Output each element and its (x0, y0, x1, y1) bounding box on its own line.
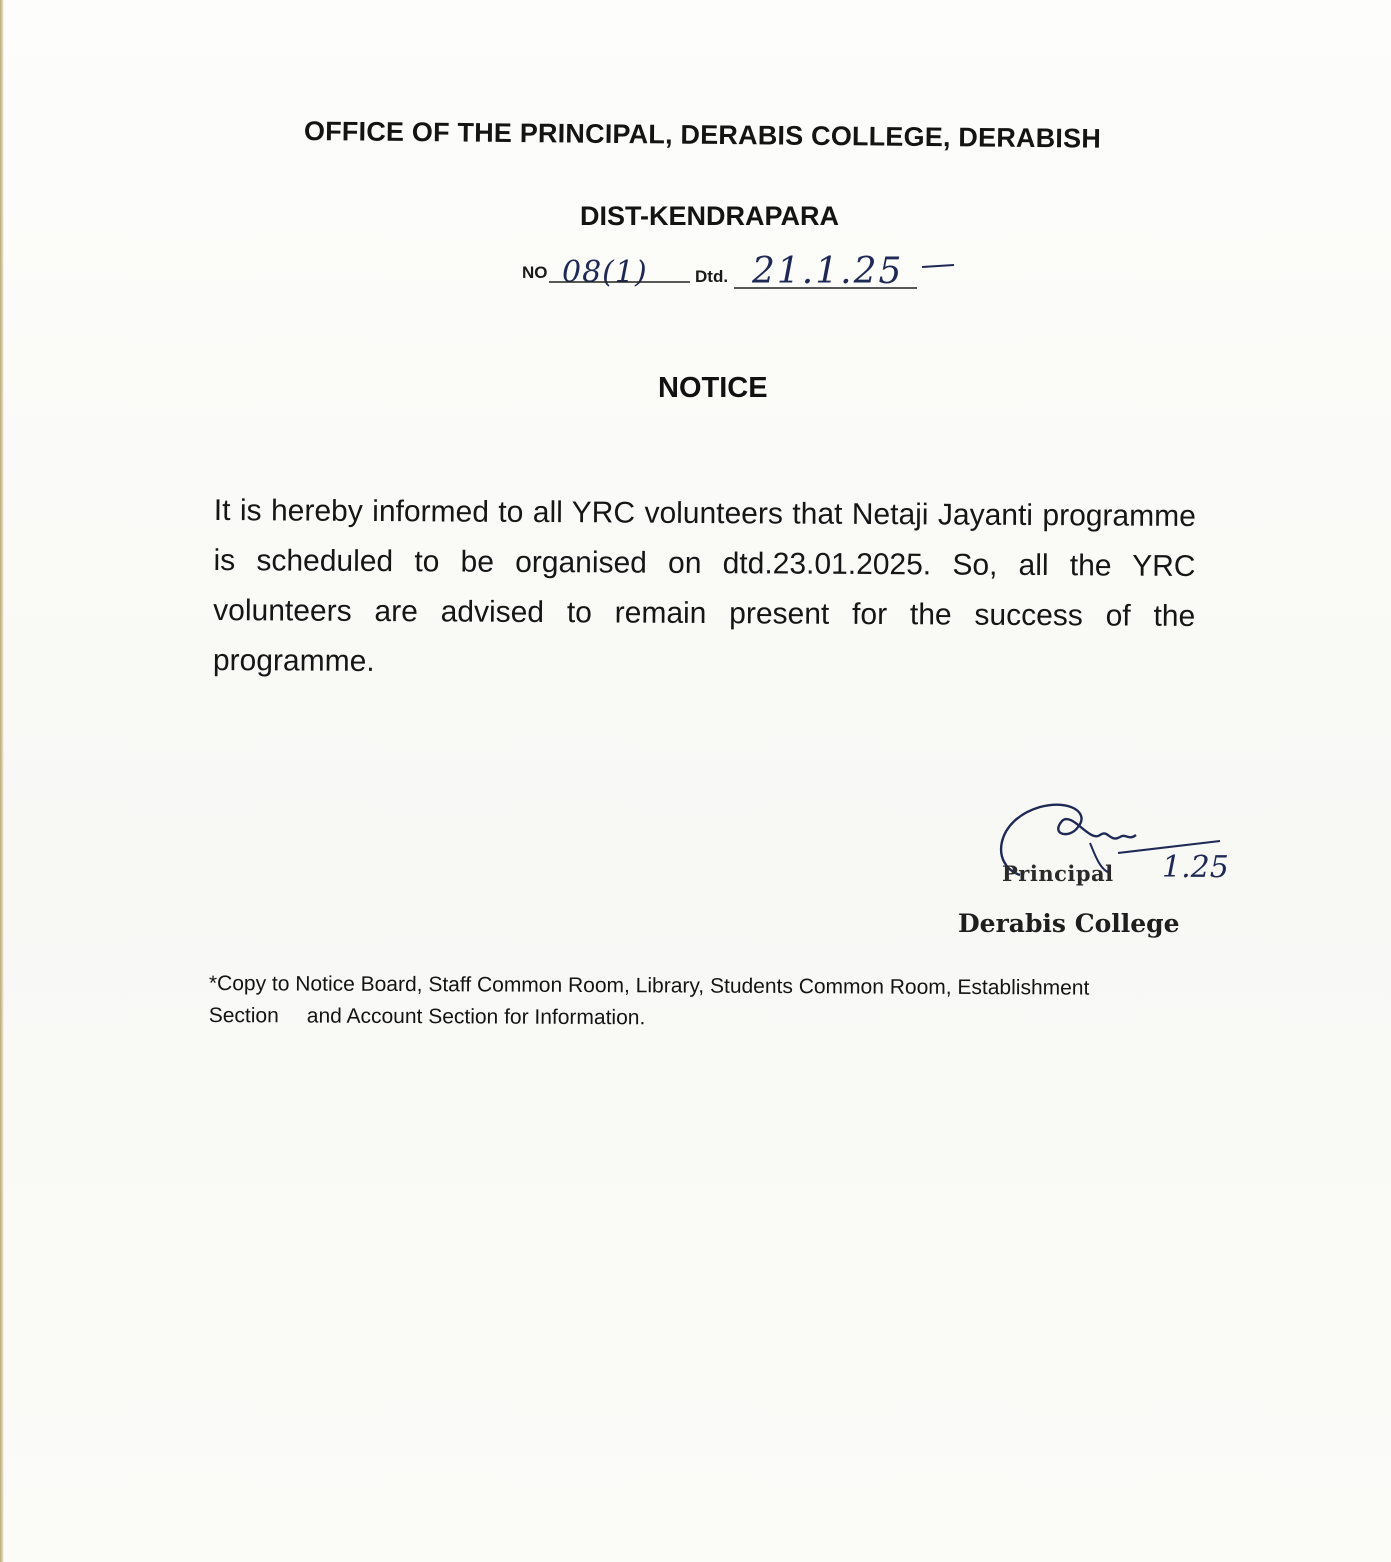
copy-to-section-word: Section (208, 1003, 279, 1028)
signature-block (950, 795, 1280, 955)
signature-date: 1.25 (1162, 850, 1229, 885)
reference-dated-value: 21.1.25 (752, 251, 904, 292)
district-heading: DIST-KENDRAPARA (580, 201, 840, 231)
notice-body: It is hereby informed to all YRC volunteers that Netaji Jayanti programme is scheduled to be organised on dtd.23.01.2025. So, all the YRC volunteers are advised to remain present for the success of the programme. (212, 493, 1196, 678)
paper-edge (0, 0, 4, 1562)
reference-line (522, 251, 962, 305)
copy-to-note (209, 968, 1149, 1037)
office-heading: OFFICE OF THE PRINCIPAL, DERABIS COLLEGE, DERABISH (303, 116, 1102, 154)
copy-to-rest: and Account Section for Information. (306, 1004, 646, 1030)
copy-to-line-2 (209, 1000, 1149, 1037)
signatory-college: Derabis College (958, 909, 1180, 938)
reference-underlines (522, 255, 962, 305)
reference-dated-label: Dtd. (695, 267, 729, 286)
reference-no-label: NO (522, 263, 548, 282)
signatory-title: Principal (1002, 861, 1114, 886)
reference-no-value: 08(1) (562, 255, 648, 290)
notice-title: NOTICE (658, 372, 768, 404)
copy-to-line-1: *Copy to Notice Board, Staff Common Room, Library, Students Common Room, Establishment (208, 971, 1090, 1000)
